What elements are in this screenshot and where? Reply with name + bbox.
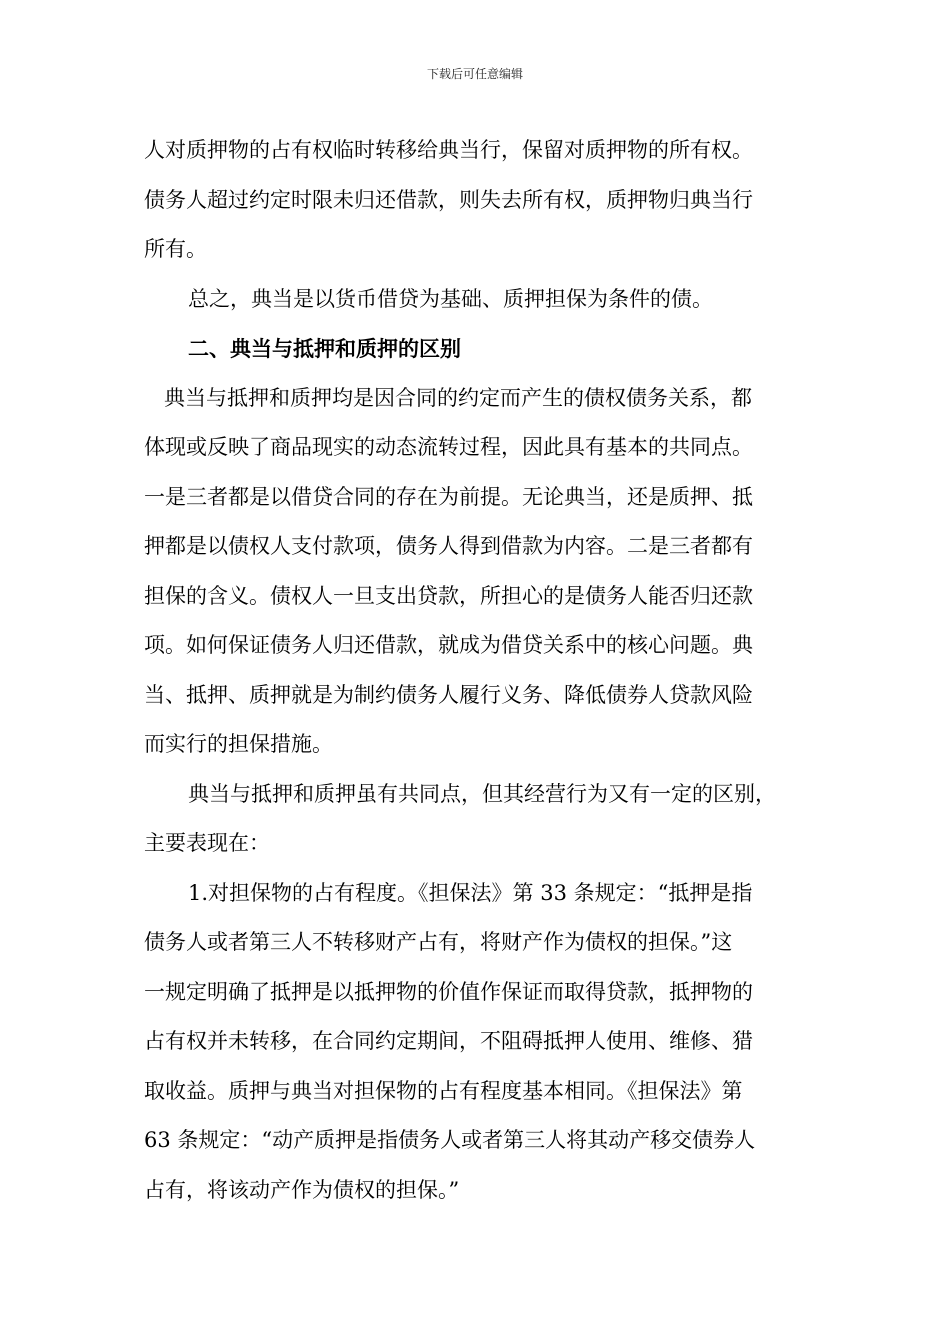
text-line: 体现或反映了商品现实的动态流转过程，因此具有基本的共同点。	[144, 435, 753, 459]
text-line: 人对质押物的占有权临时转移给典当行，保留对质押物的所有权。	[144, 138, 753, 162]
text-line: 债务人超过约定时限未归还借款，则失去所有权，质押物归典当行	[144, 187, 753, 212]
document-body	[144, 126, 819, 1215]
text-line: 1.对担保物的占有程度。《担保法》第 33 条规定：“抵押是指	[188, 880, 753, 905]
section-heading: 二、典当与抵押和质押的区别	[188, 336, 461, 361]
text-line: 担保的含义。债权人一旦支出贷款，所担心的是债务人能否归还款	[144, 583, 753, 608]
text-line: 占有权并未转移，在合同约定期间，不阻碍抵押人使用、维修、猎	[144, 1029, 753, 1053]
text-line: 一是三者都是以借贷合同的存在为前提。无论典当，还是质押、抵	[144, 484, 753, 509]
text-line: 取收益。质押与典当对担保物的占有程度基本相同。《担保法》第	[144, 1078, 743, 1103]
header-note: 下载后可任意编辑	[426, 67, 523, 81]
text-line: 典当与抵押和质押均是因合同的约定而产生的债权债务关系，都	[164, 385, 752, 410]
text-line: 一规定明确了抵押是以抵押物的价值作保证而取得贷款，抵押物的	[144, 979, 753, 1004]
text-line: 债务人或者第三人不转移财产占有，将财产作为债权的担保。”这	[144, 930, 733, 954]
text-line: 典当与抵押和质押虽有共同点，但其经营行为又有一定的区别，	[188, 781, 776, 806]
text-line: 63 条规定：“动产质押是指债务人或者第三人将其动产移交债券人	[144, 1128, 756, 1152]
text-line: 所有。	[144, 237, 207, 261]
text-line: 押都是以债权人支付款项，债务人得到借款为内容。二是三者都有	[144, 534, 753, 558]
text-line: 当、抵押、质押就是为制约债务人履行义务、降低债券人贷款风险	[144, 682, 753, 707]
text-line: 而实行的担保措施。	[144, 732, 333, 756]
text-line: 总之，典当是以货币借贷为基础、质押担保为条件的债。	[188, 286, 713, 311]
text-line: 项。如何保证债务人归还借款，就成为借贷关系中的核心问题。典	[144, 633, 753, 657]
text-line: 主要表现在：	[144, 831, 270, 855]
text-line: 占有，将该动产作为债权的担保。”	[144, 1177, 460, 1202]
